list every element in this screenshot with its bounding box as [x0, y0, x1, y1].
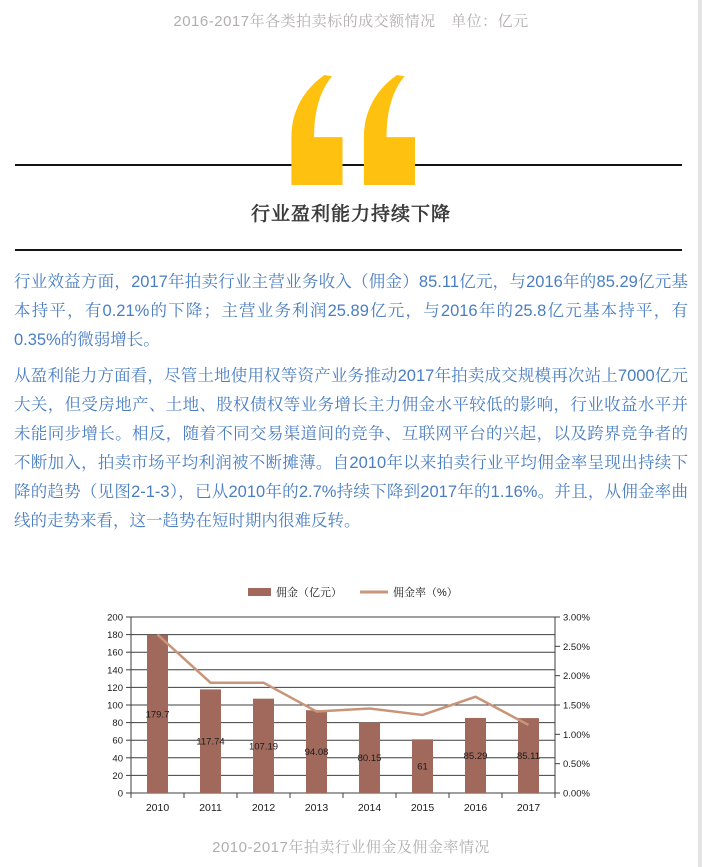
figure-caption: 2010-2017年拍卖行业佣金及佣金率情况	[212, 839, 490, 856]
legend-bar-swatch	[248, 588, 271, 596]
bar-value-label: 85.29	[463, 750, 488, 762]
legend-bar-label: 佣金（亿元）	[276, 587, 342, 599]
scrollbar[interactable]	[698, 0, 702, 867]
x-axis-label: 2017	[516, 802, 541, 814]
divider-bottom	[15, 249, 682, 251]
bar-value-label: 107.19	[248, 741, 279, 753]
left-axis-label: 120	[107, 682, 123, 694]
right-axis-label: 2.00%	[563, 671, 590, 683]
right-axis-label: 0.50%	[563, 759, 590, 771]
bar-value-label: 179.7	[145, 709, 170, 721]
section-heading: 行业盈利能力持续下降	[250, 204, 451, 225]
left-axis-label: 140	[107, 665, 123, 677]
right-axis-label: 0.00%	[563, 788, 590, 800]
right-axis-label: 1.00%	[563, 729, 590, 741]
legend-line-label: 佣金率（%）	[393, 587, 458, 599]
commission-chart	[0, 575, 702, 825]
left-axis-label: 200	[107, 612, 123, 624]
quote-mark-right	[364, 75, 415, 185]
left-axis-label: 20	[112, 770, 123, 782]
bar-value-label: 80.15	[357, 753, 382, 765]
x-axis-label: 2010	[145, 802, 170, 814]
right-axis-label: 2.50%	[563, 641, 590, 653]
paragraph-industry-revenue: 行业效益方面，2017年拍卖行业主营业务收入（佣金）85.11亿元，与2016年的85.29亿元基本持平，有0.21%的下降；主营业务利润25.89亿元，与2016年的25.8亿元基本持平，有0.35%的微弱增长。	[14, 273, 688, 349]
paragraph-profitability: 从盈利能力方面看，尽管土地使用权等资产业务推动2017年拍卖成交规模再次站上7000亿元大关，但受房地产、土地、股权债权等业务增长主力佣金水平较低的影响，行业收益水平并未能同步增长。相反，随着不同交易渠道间的竞争、互联网平台的兴起，以及跨界竞争者的不断加入，拍卖市场平均利润被不断摊薄。自2010年以来拍卖行业平均佣金率呈现出持续下降的趋势（见图2-1-3），已从2010年的2.7%持续下降到2017年的1.16%。并且，从佣金率曲线的走势来看，这一趋势在短时期内很难反转。	[14, 367, 688, 530]
left-axis-label: 80	[112, 718, 123, 730]
x-axis-label: 2012	[251, 802, 276, 814]
x-axis-label: 2014	[357, 802, 382, 814]
bar-value-label: 61	[417, 761, 428, 773]
left-axis-label: 180	[107, 630, 123, 642]
bar-value-label: 85.11	[516, 751, 541, 763]
left-axis-label: 60	[112, 735, 123, 747]
article-body	[14, 268, 688, 536]
x-axis-label: 2011	[199, 802, 222, 814]
quotation-mark-icon	[283, 75, 415, 185]
left-axis-label: 0	[117, 788, 123, 800]
x-axis-label: 2016	[463, 802, 488, 814]
bar-value-label: 117.74	[196, 736, 225, 748]
x-axis-label: 2013	[304, 802, 329, 814]
legend-line-swatch	[360, 591, 388, 594]
left-axis-label: 100	[107, 700, 123, 712]
left-axis-label: 160	[107, 647, 123, 659]
left-axis-label: 40	[112, 753, 123, 765]
x-axis-label: 2015	[410, 802, 435, 814]
bar-value-label: 94.08	[304, 747, 329, 759]
quote-mark-left	[291, 75, 342, 185]
right-axis-label: 1.50%	[563, 700, 590, 712]
right-axis-label: 3.00%	[563, 612, 590, 624]
previous-figure-caption: 2016-2017年各类拍卖标的成交额情况 单位：亿元	[173, 13, 529, 30]
